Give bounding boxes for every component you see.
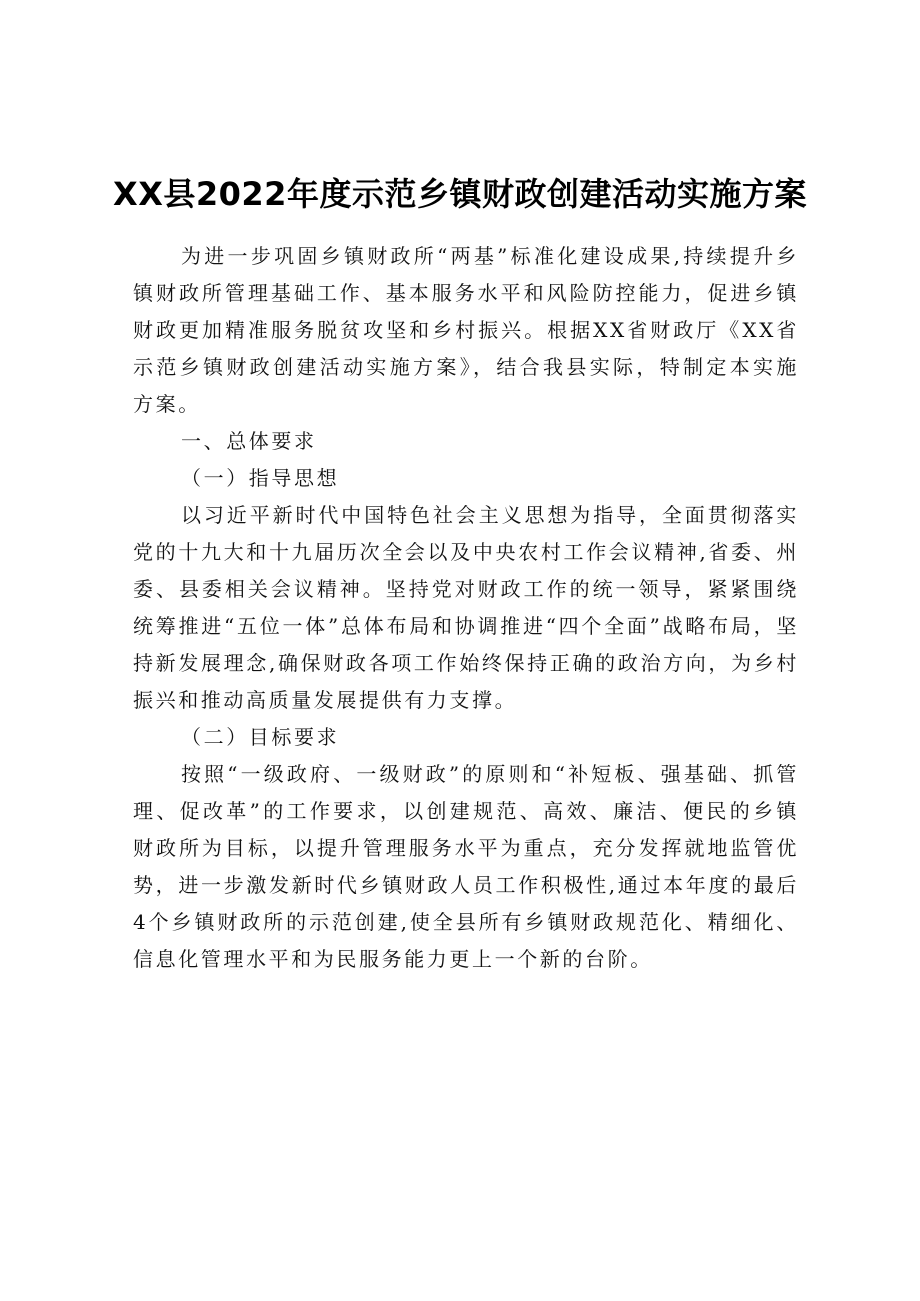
goals-paragraph: 按照“一级政府、一级财政”的原则和“补短板、强基础、抓管理、促改革”的工作要求，以创建规范、高效、廉洁、便民的乡镇财政所为目标，以提升管理服务水平为重点，充分发挥就地监管优势，进一步激发新时代乡镇财政人员工作积极性,通过本年度的最后4个乡镇财政所的示范创建,使全县所有乡镇财政规范化、精细化、信息化管理水平和为民服务能力更上一个新的台阶。 [133,762,799,971]
document-body [133,238,799,978]
document-title: XX县2022年度示范乡镇财政创建活动实施方案 [113,175,807,213]
subsection-heading-goals: （二）目标要求 [181,725,340,749]
intro-paragraph: 为进一步巩固乡镇财政所“两基”标准化建设成果,持续提升乡镇财政所管理基础工作、基本服务水平和风险防控能力，促进乡镇财政更加精准服务脱贫攻坚和乡村振兴。根据XX省财政厅《XX省示范乡镇财政创建活动实施方案》，结合我县实际，特制定本实施方案。 [133,244,799,416]
guiding-ideology-paragraph: 以习近平新时代中国特色社会主义思想为指导，全面贯彻落实党的十九大和十九届历次全会以及中央农村工作会议精神,省委、州委、县委相关会议精神。坚持党对财政工作的统一领导，紧紧围绕统筹推进“五位一体”总体布局和协调推进“四个全面”战略布局，坚持新发展理念,确保财政各项工作始终保持正确的政治方向，为乡村振兴和推动高质量发展提供有力支撑。 [133,503,799,712]
subsection-heading-guiding-ideology: （一）指导思想 [181,466,340,490]
section-heading-general-requirements: 一、总体要求 [181,429,317,453]
